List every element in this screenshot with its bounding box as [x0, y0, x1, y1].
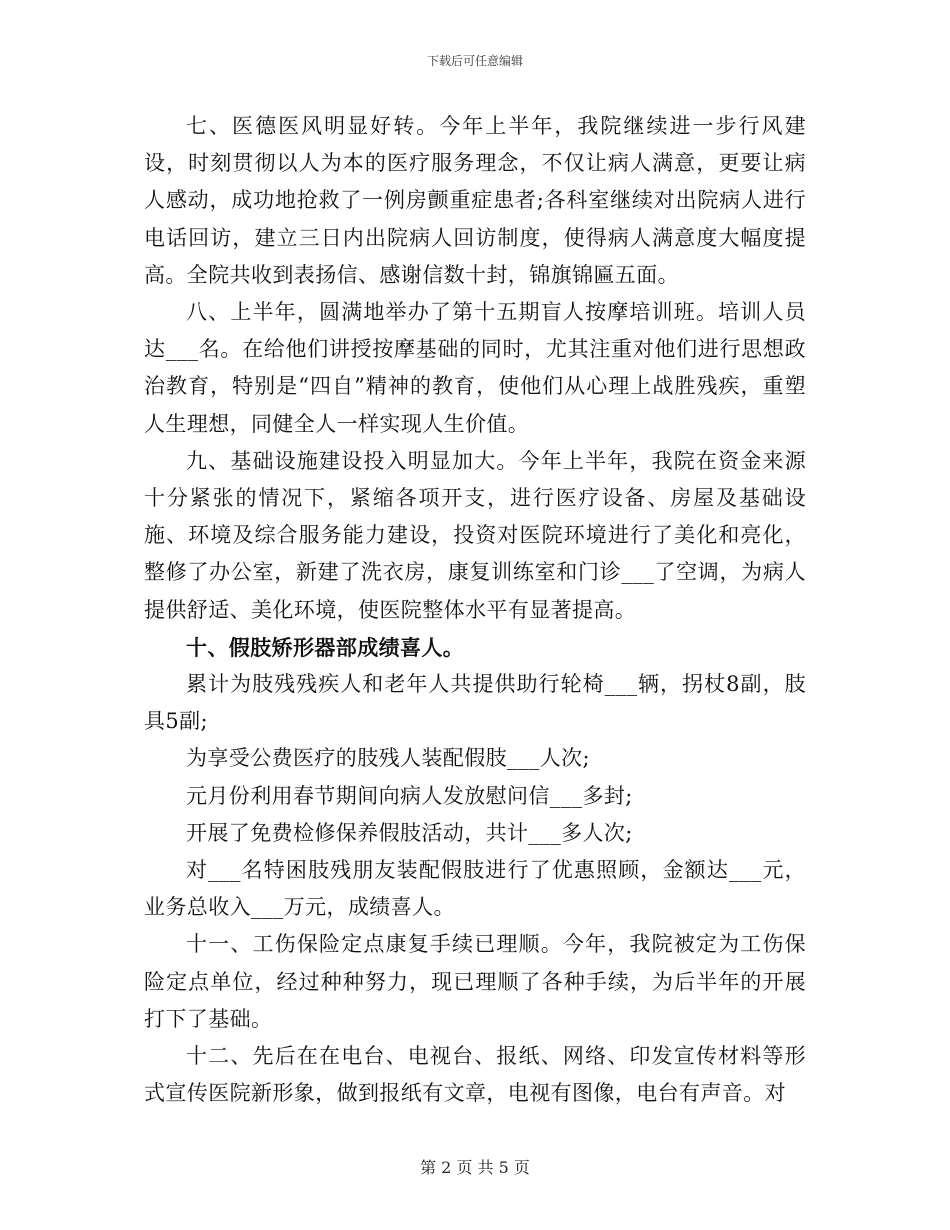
- paragraph-10-prosthetics: 为享受公费医疗的肢残人装配假肢___人次;: [186, 746, 590, 771]
- paragraph-7: 七、医德医风明显好转。今年上半年，我院继续进一步行风建设，时刻贯彻以人为本的医疗服务理念，不仅让病人满意，更要让病人感动，成功地抢救了一例房颤重症患者;各科室继续对出院病人进行电话回访，建立三日内出院病人回访制度，使得病人满意度大幅度提高。全院共收到表扬信、感谢信数十封，锦旗锦匾五面。: [144, 114, 806, 287]
- paragraph-9: 九、基础设施建设投入明显加大。今年上半年，我院在资金来源十分紧张的情况下，紧缩各项开支，进行医疗设备、房屋及基础设施、环境及综合服务能力建设，投资对医院环境进行了美化和亮化，整修了办公室，新建了洗衣房，康复训练室和门诊___了空调，为病人提供舒适、美化环境，使医院整体水平有显著提高。: [144, 448, 806, 622]
- paragraph-11: 十一、工伤保险定点康复手续已理顺。今年，我院被定为工伤保险定点单位，经过种种努力，现已理顺了各种手续，为后半年的开展打下了基础。: [144, 932, 806, 1031]
- paragraph-12: 十二、先后在在电台、电视台、报纸、网络、印发宣传材料等形式宣传医院新形象，做到报纸有文章，电视有图像，电台有声音。对: [144, 1044, 806, 1106]
- paragraph-8: 八、上半年，圆满地举办了第十五期盲人按摩培训班。培训人员达___名。在给他们讲授按摩基础的同时，尤其注重对他们进行思想政治教育，特别是“四自”精神的教育，使他们从心理上战胜残疾，重塑人生理想，同健全人一样实现人生价值。: [144, 300, 806, 436]
- section-heading-10: 十、假肢矫形器部成绩喜人。: [186, 634, 465, 660]
- page-header: 下载后可任意编辑: [426, 54, 523, 68]
- page-number: 第 2 页 共 5 页: [420, 1158, 530, 1177]
- paragraph-10-maintenance: 开展了免费检修保养假肢活动，共计___多人次;: [186, 820, 633, 845]
- document-body: [144, 108, 806, 1112]
- paragraph-10-wheelchairs: 累计为肢残残疾人和老年人共提供助行轮椅___辆，拐杖8副，肢具5副;: [144, 672, 806, 734]
- paragraph-10-letters: 元月份利用春节期间向病人发放慰问信___多封;: [186, 783, 633, 808]
- paragraph-10-income: 对___名特困肢残朋友装配假肢进行了优惠照顾，金额达___元，业务总收入___万元，成绩喜人。: [144, 858, 806, 920]
